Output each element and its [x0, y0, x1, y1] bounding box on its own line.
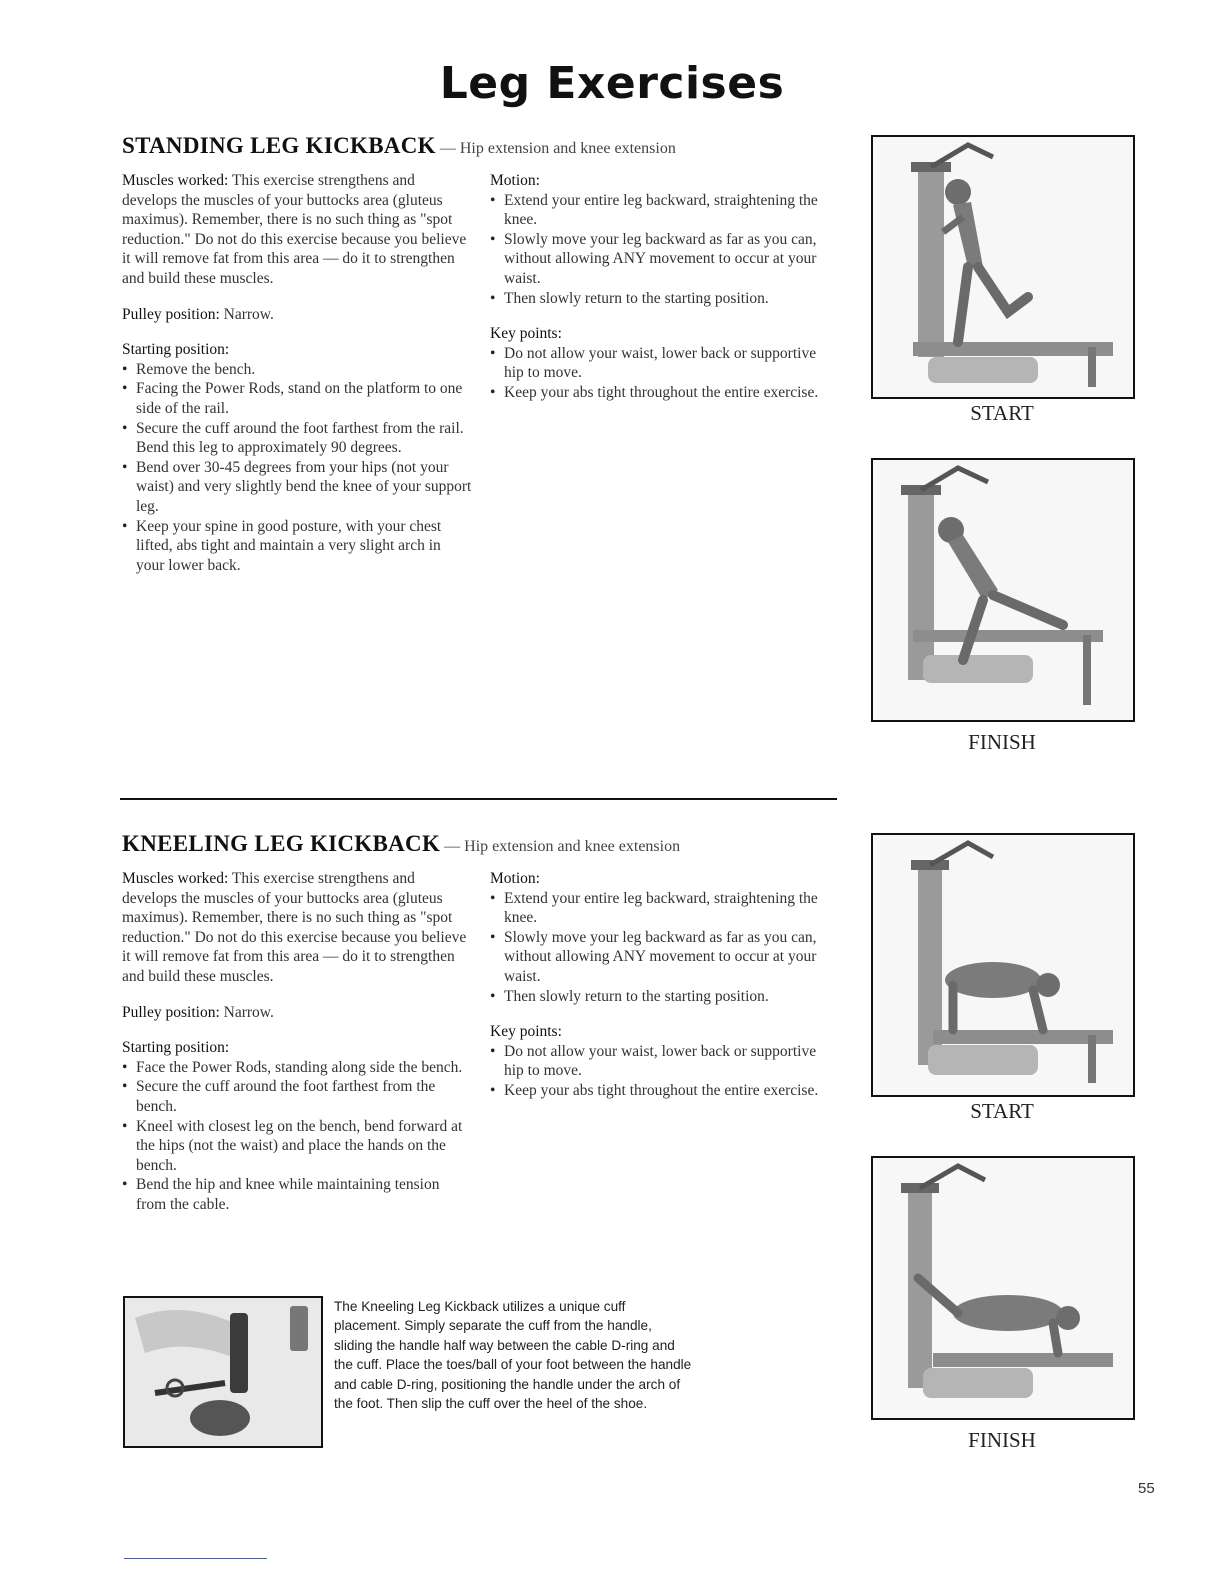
standing-starting-item: • Bend over 30-45 degrees from your hips (not your waist) and very slightly bend the knee of your support leg.	[122, 458, 472, 517]
standing-muscles-text: This exercise strengthens and develops the muscles of your buttocks area (gluteus maximus). Remember, there is no such thing as "spot reduction." Do not do this exercise because you believe it will remove fat from this area — do it to strengthen and build these muscles.	[122, 172, 467, 287]
standing-muscles-label: Muscles worked:	[122, 172, 229, 189]
kneeling-key-item: • Keep your abs tight throughout the entire exercise.	[490, 1081, 836, 1101]
kneeling-motion-item: • Extend your entire leg backward, straightening the knee.	[490, 889, 836, 928]
standing-start-caption: START	[970, 401, 1034, 425]
kneeling-starting-list	[122, 1058, 472, 1215]
standing-finish-photo	[871, 458, 1135, 722]
kneeling-start-illustration	[873, 835, 1133, 1095]
standing-start-photo	[871, 135, 1135, 399]
kneeling-section-heading	[122, 831, 680, 857]
standing-start-illustration	[873, 137, 1133, 397]
section-divider	[120, 798, 837, 800]
kneeling-finish-photo	[871, 1156, 1135, 1420]
standing-key-list	[490, 344, 836, 403]
kneeling-muscles-label: Muscles worked:	[122, 870, 229, 887]
standing-key-label: Key points:	[490, 325, 562, 343]
standing-pulley-label: Pulley position:	[122, 305, 220, 323]
standing-section-heading	[122, 133, 676, 159]
kneeling-left-column	[122, 869, 472, 1215]
kneeling-starting-item: • Bend the hip and knee while maintaining tension from the cable.	[122, 1175, 472, 1214]
kneeling-starting-item: • Face the Power Rods, standing along side the bench.	[122, 1058, 472, 1078]
kneeling-start-photo	[871, 833, 1135, 1097]
cuff-detail-illustration	[125, 1298, 321, 1446]
standing-exercise-name: STANDING LEG KICKBACK	[122, 133, 436, 158]
standing-motion-label: Motion:	[490, 172, 540, 189]
standing-muscles-paragraph	[122, 171, 472, 289]
kneeling-muscles-paragraph	[122, 869, 472, 987]
kneeling-motion-label: Motion:	[490, 870, 540, 887]
standing-motion-item: • Extend your entire leg backward, straightening the knee.	[490, 191, 836, 230]
kneeling-starting-item: • Kneel with closest leg on the bench, bend forward at the hips (not the waist) and place the hands on the bench.	[122, 1117, 472, 1176]
kneeling-starting-item: • Secure the cuff around the foot farthest from the bench.	[122, 1077, 472, 1116]
standing-motion-item: • Then slowly return to the starting position.	[490, 289, 836, 309]
standing-key-item: • Do not allow your waist, lower back or supportive hip to move.	[490, 344, 836, 383]
kneeling-start-caption: START	[970, 1099, 1034, 1123]
standing-key-item: • Keep your abs tight throughout the entire exercise.	[490, 383, 836, 403]
standing-motion-list	[490, 191, 836, 309]
kneeling-pulley-label: Pulley position:	[122, 1003, 220, 1021]
kneeling-finish-caption: FINISH	[968, 1428, 1036, 1452]
kneeling-exercise-name: KNEELING LEG KICKBACK	[122, 831, 441, 856]
kneeling-motion-list	[490, 889, 836, 1007]
page-title: Leg Exercises	[439, 58, 785, 109]
page-number: 55	[1138, 1480, 1155, 1497]
standing-left-column	[122, 171, 472, 575]
kneeling-exercise-subtitle: — Hip extension and knee extension	[440, 838, 681, 855]
standing-starting-label: Starting position:	[122, 341, 230, 359]
standing-starting-item: • Facing the Power Rods, stand on the platform to one side of the rail.	[122, 379, 472, 418]
kneeling-finish-illustration	[873, 1158, 1133, 1418]
standing-right-column	[490, 171, 836, 403]
kneeling-muscles-text: This exercise strengthens and develops the muscles of your buttocks area (gluteus maximus). Remember, there is no such thing as "spot reduction." Do not do this exercise because you believe it will remove fat from this area — do it to strengthen and build these muscles.	[122, 870, 467, 985]
kneeling-key-label: Key points:	[490, 1023, 562, 1041]
footer-link-line	[124, 1558, 267, 1559]
standing-starting-item: • Remove the bench.	[122, 360, 472, 380]
standing-finish-illustration	[873, 460, 1133, 720]
standing-starting-item: • Keep your spine in good posture, with your chest lifted, abs tight and maintain a very slight arch in your lower back.	[122, 517, 472, 576]
kneeling-pulley-text: Narrow.	[219, 1003, 274, 1021]
standing-starting-list	[122, 360, 472, 576]
kneeling-starting-label: Starting position:	[122, 1039, 230, 1057]
kneeling-key-item: • Do not allow your waist, lower back or supportive hip to move.	[490, 1042, 836, 1081]
standing-pulley-paragraph	[122, 305, 472, 325]
kneeling-motion-item: • Slowly move your leg backward as far as you can, without allowing ANY movement to occur at your waist.	[490, 928, 836, 987]
cuff-detail-photo	[123, 1296, 323, 1448]
cuff-note-text: The Kneeling Leg Kickback utilizes a unique cuff placement. Simply separate the cuff from the handle, sliding the handle half way between the cable D-ring and the cuff. Place the toes/ball of your foot between the handle and cable D-ring, positioning the handle under the arch of the foot. Then slip the cuff over the heel of the shoe.	[334, 1299, 692, 1412]
standing-finish-caption: FINISH	[968, 730, 1036, 754]
standing-starting-item: • Secure the cuff around the foot farthest from the rail. Bend this leg to approximately 90 degrees.	[122, 419, 472, 458]
standing-pulley-text: Narrow.	[219, 305, 274, 323]
kneeling-motion-item: • Then slowly return to the starting position.	[490, 987, 836, 1007]
kneeling-pulley-paragraph	[122, 1003, 472, 1023]
kneeling-right-column	[490, 869, 836, 1101]
kneeling-key-list	[490, 1042, 836, 1101]
standing-exercise-subtitle: — Hip extension and knee extension	[435, 140, 676, 157]
standing-motion-item: • Slowly move your leg backward as far as you can, without allowing ANY movement to occur at your waist.	[490, 230, 836, 289]
